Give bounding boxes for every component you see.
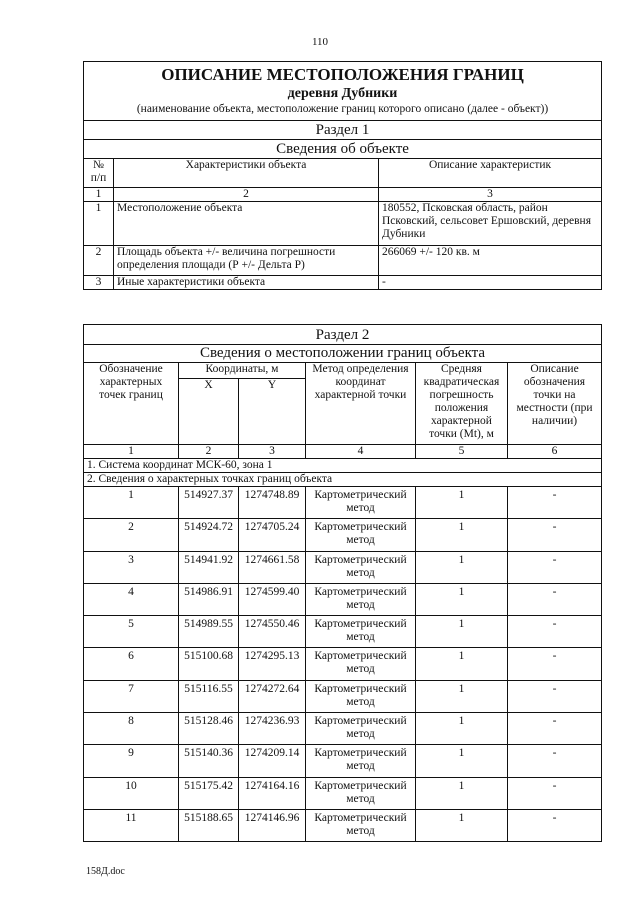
y-coordinate: 1274661.58 (239, 551, 306, 583)
y-coordinate: 1274146.96 (239, 809, 306, 841)
mt-cell: 1 (416, 777, 508, 809)
col-index: 1 (84, 445, 179, 459)
method-cell: Картометрический метод (306, 616, 416, 648)
characteristic-cell: Иные характеристики объекта (114, 276, 379, 290)
row-number: 3 (84, 276, 114, 290)
point-number: 5 (84, 616, 179, 648)
row-number: 2 (84, 246, 114, 276)
x-coordinate: 514927.37 (179, 487, 239, 519)
section2-table (83, 324, 602, 842)
col-header-method: Метод определения координат характерной точки (306, 363, 416, 445)
point-number: 6 (84, 648, 179, 680)
characteristic-cell: Площадь объекта +/- величина погрешности определения площади (Р +/- Дельта Р) (114, 246, 379, 276)
y-coordinate: 1274550.46 (239, 616, 306, 648)
x-coordinate: 514924.72 (179, 519, 239, 551)
table-row (84, 551, 602, 583)
footer-filename: 158Д.doc (86, 866, 125, 877)
x-coordinate: 515188.65 (179, 809, 239, 841)
point-number: 1 (84, 487, 179, 519)
method-cell: Картометрический метод (306, 680, 416, 712)
point-number: 10 (84, 777, 179, 809)
method-cell: Картометрический метод (306, 648, 416, 680)
method-cell: Картометрический метод (306, 487, 416, 519)
section1-title: Раздел 1 (84, 121, 602, 140)
mt-cell: 1 (416, 713, 508, 745)
points-list (84, 487, 602, 842)
table-row (84, 680, 602, 712)
method-cell: Картометрический метод (306, 713, 416, 745)
point-number: 2 (84, 519, 179, 551)
method-cell: Картометрический метод (306, 809, 416, 841)
point-number: 3 (84, 551, 179, 583)
x-coordinate: 515128.46 (179, 713, 239, 745)
table-row (84, 246, 602, 276)
method-cell: Картометрический метод (306, 745, 416, 777)
method-cell: Картометрический метод (306, 583, 416, 615)
row-number: 1 (84, 202, 114, 246)
point-description: - (508, 713, 602, 745)
document-title: ОПИСАНИЕ МЕСТОПОЛОЖЕНИЯ ГРАНИЦ (161, 65, 524, 84)
y-coordinate: 1274295.13 (239, 648, 306, 680)
section1-subtitle: Сведения об объекте (84, 140, 602, 159)
table-row (84, 583, 602, 615)
x-coordinate: 514941.92 (179, 551, 239, 583)
y-coordinate: 1274705.24 (239, 519, 306, 551)
mt-cell: 1 (416, 487, 508, 519)
object-name-note: (наименование объекта, местоположение границ которого описано (далее - объект)) (136, 103, 549, 115)
col-index: 4 (306, 445, 416, 459)
col-header-description: Описание характеристик (379, 159, 602, 188)
col-header-coordinates: Координаты, м (179, 363, 306, 379)
x-coordinate: 515116.55 (179, 680, 239, 712)
table-row (84, 745, 602, 777)
point-number: 11 (84, 809, 179, 841)
y-coordinate: 1274236.93 (239, 713, 306, 745)
point-description: - (508, 648, 602, 680)
point-description: - (508, 809, 602, 841)
col-index: 5 (416, 445, 508, 459)
section1-table (83, 61, 602, 290)
page-number: 110 (311, 36, 329, 48)
mt-cell: 1 (416, 616, 508, 648)
col-header-point: Обозначение характерных точек границ (84, 363, 179, 445)
point-description: - (508, 616, 602, 648)
col-header-characteristic: Характеристики объекта (114, 159, 379, 188)
y-coordinate: 1274599.40 (239, 583, 306, 615)
col-header-x: X (179, 379, 239, 445)
method-cell: Картометрический метод (306, 777, 416, 809)
point-description: - (508, 487, 602, 519)
col-index: 6 (508, 445, 602, 459)
col-header-point-description: Описание обозначения точки на местности (при наличии) (508, 363, 602, 445)
table-row (84, 519, 602, 551)
table-row (84, 487, 602, 519)
mt-cell: 1 (416, 583, 508, 615)
mt-cell: 1 (416, 519, 508, 551)
method-cell: Картометрический метод (306, 519, 416, 551)
section2-subtitle: Сведения о местоположении границ объекта (84, 345, 602, 363)
mt-cell: 1 (416, 648, 508, 680)
description-cell: 266069 +/- 120 кв. м (379, 246, 602, 276)
characteristic-cell: Местоположение объекта (114, 202, 379, 246)
mt-cell: 1 (416, 551, 508, 583)
point-description: - (508, 583, 602, 615)
method-cell: Картометрический метод (306, 551, 416, 583)
point-description: - (508, 519, 602, 551)
x-coordinate: 514986.91 (179, 583, 239, 615)
y-coordinate: 1274272.64 (239, 680, 306, 712)
table-row (84, 276, 602, 290)
col-index: 2 (114, 188, 379, 202)
mt-cell: 1 (416, 809, 508, 841)
col-index: 2 (179, 445, 239, 459)
col-index: 3 (239, 445, 306, 459)
col-header-mt: Средняя квадратическая погрешность положения характерной точки (Mt), м (416, 363, 508, 445)
table-row (84, 616, 602, 648)
col-header-num: № п/п (84, 159, 114, 188)
document-header (84, 62, 602, 121)
section2-title: Раздел 2 (84, 325, 602, 345)
col-index: 1 (84, 188, 114, 202)
y-coordinate: 1274164.16 (239, 777, 306, 809)
coordinate-system: 1. Система координат МСК-60, зона 1 (84, 459, 602, 473)
col-index: 3 (379, 188, 602, 202)
point-number: 4 (84, 583, 179, 615)
point-number: 9 (84, 745, 179, 777)
mt-cell: 1 (416, 680, 508, 712)
x-coordinate: 515100.68 (179, 648, 239, 680)
point-description: - (508, 745, 602, 777)
mt-cell: 1 (416, 745, 508, 777)
table-row (84, 777, 602, 809)
object-name: деревня Дубники (287, 86, 398, 101)
table-row (84, 648, 602, 680)
point-number: 7 (84, 680, 179, 712)
table-row (84, 202, 602, 246)
y-coordinate: 1274748.89 (239, 487, 306, 519)
description-cell: 180552, Псковская область, район Псковский, сельсовет Ершовский, деревня Дубники (379, 202, 602, 246)
x-coordinate: 514989.55 (179, 616, 239, 648)
point-description: - (508, 551, 602, 583)
col-header-y: Y (239, 379, 306, 445)
table-row (84, 713, 602, 745)
x-coordinate: 515175.42 (179, 777, 239, 809)
point-number: 8 (84, 713, 179, 745)
points-heading: 2. Сведения о характерных точках границ объекта (84, 473, 602, 487)
description-cell: - (379, 276, 602, 290)
point-description: - (508, 777, 602, 809)
y-coordinate: 1274209.14 (239, 745, 306, 777)
x-coordinate: 515140.36 (179, 745, 239, 777)
point-description: - (508, 680, 602, 712)
table-row (84, 809, 602, 841)
